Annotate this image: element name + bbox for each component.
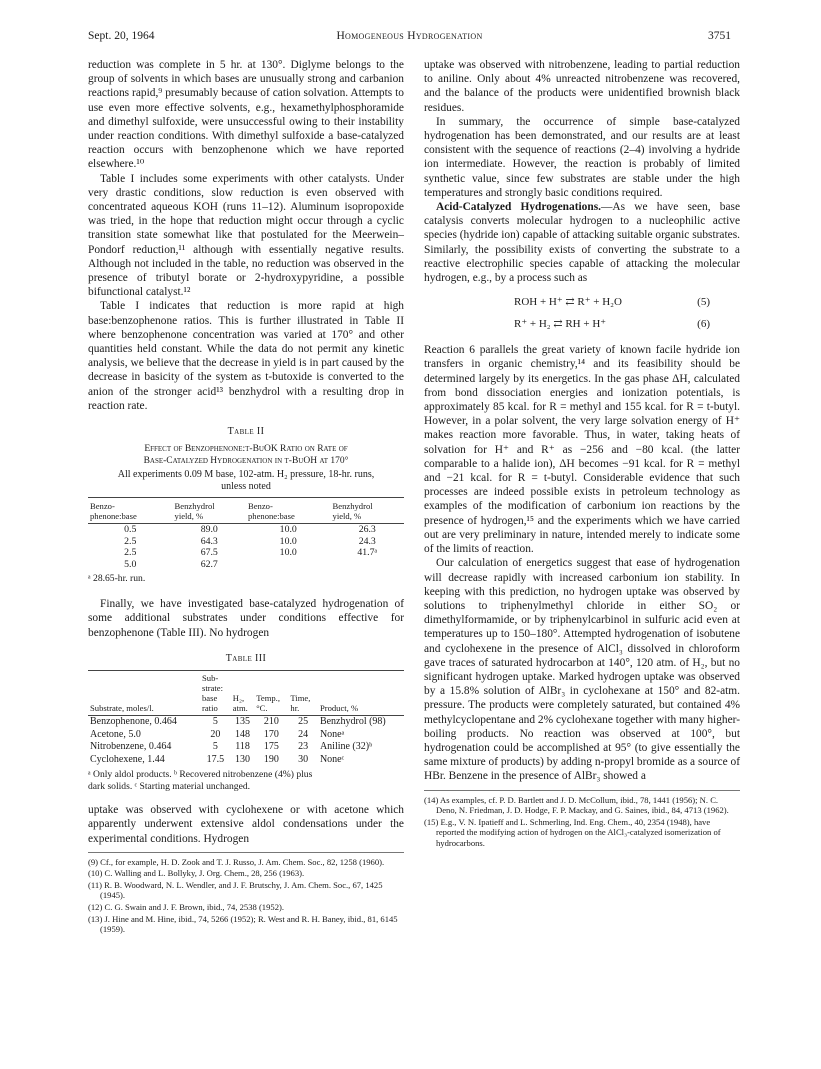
- footnote-line: ᵃ Only aldol products. ᵇ Recovered nitrobenzene (4%) plus: [88, 769, 313, 781]
- table-cell: Noneᶜ: [319, 753, 345, 765]
- table-row: [88, 536, 404, 548]
- paragraph: reduction was complete in 5 hr. at 130°. Diglyme belongs to the group of solvents in which bases are unusually strong and carbanion reactions rapid,⁹ presumably because of cation solvation. Attempts to use even more effective solvents, e.g., hexamethylphosphoramide and dimethyl sulfoxide, were unsuccessful owing to their instability under reaction conditions. With dimethyl sulfoxide a base-catalyzed reaction occurs with benzophenone which we have reported elsewhere.¹⁰: [88, 59, 404, 171]
- table-cell: [246, 559, 331, 571]
- table-cell: 190: [263, 753, 279, 765]
- column-header: Benzo- phenone:base: [246, 498, 331, 524]
- table-label: Table III: [225, 652, 267, 664]
- table-cell: 10.0: [279, 547, 297, 559]
- table-cell: Cyclohexene, 1.44: [90, 753, 165, 765]
- footnote-references: [424, 790, 740, 849]
- table-cell: Nitrobenzene, 0.464: [90, 741, 172, 753]
- table-cell: 2.5: [124, 547, 137, 559]
- equation-6: [424, 313, 740, 335]
- page-header: [88, 30, 731, 46]
- section-heading: Acid-Catalyzed Hydrogenations.: [436, 201, 601, 214]
- table-cell: 5: [212, 716, 218, 728]
- paragraph: Table I includes some experiments with other catalysts. Under very drastic conditions, slow reduction is even observed with concentrated aqueous KOH (runs 11–12). Aluminum isopropoxide was tried, in the hope that reduction might occur through a cyclic transition state somewhat like that postulated for the Meerwein–Pondorf reduction,¹¹ although with essentially negative results. Although not included in the table, no reduction was observed in the presence of tributyl borate or 2-hydroxypyridine, a possible bifunctional catalyst.¹²: [88, 172, 404, 299]
- table-cell: 17.5: [206, 753, 225, 765]
- table-cell: 118: [235, 741, 250, 753]
- table-cell: Acetone, 5.0: [90, 728, 141, 740]
- table-cell: 23: [298, 741, 309, 753]
- table-cell: 2.5: [124, 535, 137, 547]
- paragraph: [424, 200, 740, 285]
- note-line: unless noted: [221, 481, 271, 493]
- table-cell: 41.7ᵃ: [357, 547, 378, 559]
- equation-formula: ROH + H⁺ ⇄ R⁺ + H₂O: [514, 296, 622, 309]
- table-cell: 10.0: [279, 535, 297, 547]
- table-cell: 130: [235, 753, 250, 765]
- table-cell: Aniline (32)ᵇ: [319, 741, 373, 753]
- equation-formula: R⁺ + H₂ ⇄ RH + H⁺: [514, 318, 607, 331]
- header-page-number: 3751: [708, 30, 731, 42]
- data-table: [88, 497, 404, 570]
- table-cell: Noneᵃ: [319, 728, 345, 740]
- equation-number: (6): [697, 318, 710, 331]
- table-cell: 0.5: [124, 524, 137, 536]
- header-title: Homogeneous Hydrogenation: [336, 30, 483, 42]
- table-label: Table II: [227, 426, 265, 438]
- table-cell: Benzophenone, 0.464: [90, 716, 177, 728]
- table-cell: 135: [235, 716, 250, 728]
- table-cell: 210: [263, 716, 279, 728]
- table-cell: 89.0: [200, 524, 218, 536]
- table-row: [88, 547, 404, 559]
- note-line: All experiments 0.09 M base, 102-atm. H₂ pressure, 18-hr. runs,: [117, 469, 375, 481]
- footnote-line: dark solids. ᶜ Starting material unchanged.: [88, 781, 251, 793]
- table-row: [88, 729, 404, 742]
- equation-5: [424, 291, 740, 313]
- table-cell: 26.3: [358, 524, 376, 536]
- table-3: [88, 652, 404, 793]
- paragraph: Our calculation of energetics suggest that ease of hydrogenation will decrease rapidly with increased carbonium ion stability. In keeping with this prediction, no hydrogen uptake was observed by solutions to triphenylmethyl chloride in either SO₂ or dimethylformamide, or by triphenylcarbinol in sulfuric acid even at temperatures up to 150–180°. Attempted hydrogenation of isobutene and cyclohexene in the presence of AlCl₃ dissolved in chloroform gave traces of saturated hydrocarbon at 140°, 120 atm. of H₂, but no significant hydrogen uptake. Marked hydrogen uptake was observed by a 15.8% solution of AlBr₃ in cyclohexane at 150° and 82-atm. pressure. The products were completely saturated, but contained 4% methylcyclopentane and 2% cyclohexane together with many higher-boiling products. No reaction was observed at 100°, but hydrogenation could be accomplished at 95° (to give essentially the same mixture of products) by adding n-propyl bromide as a source of HBr. Benzene in the presence of AlBr₃ showed a: [424, 557, 741, 783]
- table-cell: 25: [298, 716, 309, 728]
- equation-number: (5): [697, 296, 710, 309]
- caption-line: Effect of Benzophenone:t-BuOK Ratio on Rate of: [144, 444, 348, 455]
- footnote-references: [88, 852, 404, 935]
- column-header: H₂, atm.: [231, 671, 254, 716]
- column-header: Time, hr.: [288, 671, 318, 716]
- paragraph-text: —As we have seen, base catalysis converts molecular hydrogen to a nucleophilic active species (hydride ion) capable of attacking suitable organic substrates. Similarly, the possibility exists of converting the substrate to a reactive electrophilic species capable of attacking the molecular hydrogen, e.g., by a process such as: [424, 201, 741, 285]
- paragraph: Table I indicates that reduction is more rapid at high base:benzophenone ratios. This is further illustrated in Table II where benzophenone concentration was varied at 170° and other quantities held constant. While the data do not permit any kinetic analysis, we believe that the decrease in yield is in part caused by the decrease in basicity of the system as t-butoxide is converted to the anion of the stronger acid¹³ benzhydrol with a resulting drop in reaction rate.: [88, 300, 404, 412]
- table-row: [88, 524, 404, 536]
- table-cell: 24.3: [358, 535, 376, 547]
- table-cell: 20: [210, 728, 221, 740]
- column-header: Benzo- phenone:base: [88, 498, 173, 524]
- column-header: Benzhydrol yield, %: [173, 498, 246, 524]
- table-cell: 64.3: [200, 535, 218, 547]
- table-2: [88, 425, 404, 585]
- table-row: [88, 741, 404, 754]
- reference: (12) C. G. Swain and J. F. Brown, ibid., 74, 2538 (1952).: [88, 902, 285, 913]
- paragraph: Finally, we have investigated base-catalyzed hydrogenation of some additional substrates under conditions effective for benzophenone (Table III). No hydrogen: [88, 598, 404, 639]
- column-header: Temp., °C.: [254, 671, 288, 716]
- reference: (15) E.g., V. N. Ipatieff and L. Schmerling, Ind. Eng. Chem., 40, 2354 (1948), have reported the modifying action of hydrogen on the AlCl₃-catalyzed isomerization of hydrocarbons.: [424, 816, 721, 848]
- reference: (14) As examples, cf. P. D. Bartlett and J. D. McCollum, ibid., 78, 1441 (1956); N. C. Deno, N. Friedman, J. D. Hodge, F. P. Mackay, and G. Saines, ibid., 84, 4713 (1962).: [424, 794, 729, 816]
- table-cell: 5: [212, 741, 218, 753]
- column-header: Benzhydrol yield, %: [331, 498, 404, 524]
- column-header: Substrate, moles/l.: [88, 671, 200, 716]
- reference: (11) R. B. Woodward, N. L. Wendler, and J. F. Brutschy, J. Am. Chem. Soc., 67, 1425 (1945).: [88, 879, 383, 901]
- table-footnote: [88, 769, 404, 793]
- table-cell: 67.5: [200, 547, 218, 559]
- table-caption: [88, 443, 404, 467]
- left-column: [88, 58, 404, 935]
- table-cell: 62.7: [200, 558, 218, 570]
- paragraph: uptake was observed with nitrobenzene, leading to partial reduction to aniline. Only about 4% unreacted nitrobenzene was recovered, and the balance of the products were unidentified brownish black residues.: [424, 59, 740, 114]
- table-footnote: ᵃ 28.65-hr. run.: [88, 573, 146, 585]
- table-cell: 30: [298, 753, 309, 765]
- reference: (13) J. Hine and M. Hine, ibid., 74, 5266 (1952); R. West and R. H. Baney, ibid., 81, 6145 (1959).: [88, 913, 398, 935]
- caption-line: Base-Catalyzed Hydrogenation in t-BuOH at 170°: [143, 456, 349, 467]
- table-cell: 5.0: [124, 558, 137, 570]
- reference: (10) C. Walling and L. Bollyky, J. Org. Chem., 28, 256 (1963).: [88, 868, 305, 879]
- right-column: [424, 58, 740, 849]
- header-date: Sept. 20, 1964: [88, 30, 155, 42]
- table-note: [88, 469, 404, 493]
- column-header: Sub- strate: base ratio: [200, 671, 231, 716]
- paragraph: In summary, the occurrence of simple base-catalyzed hydrogenation has been demonstrated, and our results are at least consistent with the sequence of reactions (2–4) involving a hydride ion intermediate. However, the reaction is probably of limited synthetic value, since few substrates are stable under the high temperatures and strongly basic conditions required.: [424, 115, 740, 199]
- reference: (9) Cf., for example, H. D. Zook and T. J. Russo, J. Am. Chem. Soc., 82, 1258 (1960).: [88, 856, 385, 867]
- paragraph: uptake was observed with cyclohexene or with acetone which apparently underwent extensive aldol condensations under the experimental conditions. Hydrogen: [88, 804, 404, 845]
- table-row: [88, 754, 404, 767]
- table-row: [88, 559, 404, 571]
- table-header-row: [88, 671, 404, 716]
- table-cell: 175: [263, 741, 279, 753]
- table-cell: 148: [235, 728, 250, 740]
- column-header: Product, %: [318, 671, 404, 716]
- paragraph: Reaction 6 parallels the great variety of known facile hydride ion transfers in organic chemistry,¹⁴ and its feasibility should be determined largely by its energetics. In the gas phase ΔH, calculated from bond dissociation energies and ionization potentials, is approximately 85 kcal. for R = methyl and 155 kcal. for R = t-butyl. However, in a polar solvent, the very large solvation energy of H⁺ makes reaction more favorable. Thus, in water, taking heats of solvation for H⁺ and R⁺ as −256 and −80 kcal. (the latter comparable to a halide ion), ΔH becomes −91 kcal. for R = methyl and −21 kcal. for R = t-butyl. Considerable evidence that such processes are indeed possible exists in petroleum technology as examples of the modification of carbonium ion reactions by the presence of hydrogen,¹⁵ and the experiments which we have carried out are very preliminary in nature, intended merely to indicate some of the limits of reaction.: [424, 344, 740, 556]
- table-cell: Benzhydrol (98): [319, 716, 386, 728]
- table-row: [88, 716, 404, 729]
- table-cell: 10.0: [279, 524, 297, 536]
- table-cell: 24: [298, 728, 309, 740]
- table-header-row: [88, 498, 404, 524]
- data-table: [88, 670, 404, 766]
- table-cell: [331, 559, 404, 571]
- table-cell: 170: [263, 728, 279, 740]
